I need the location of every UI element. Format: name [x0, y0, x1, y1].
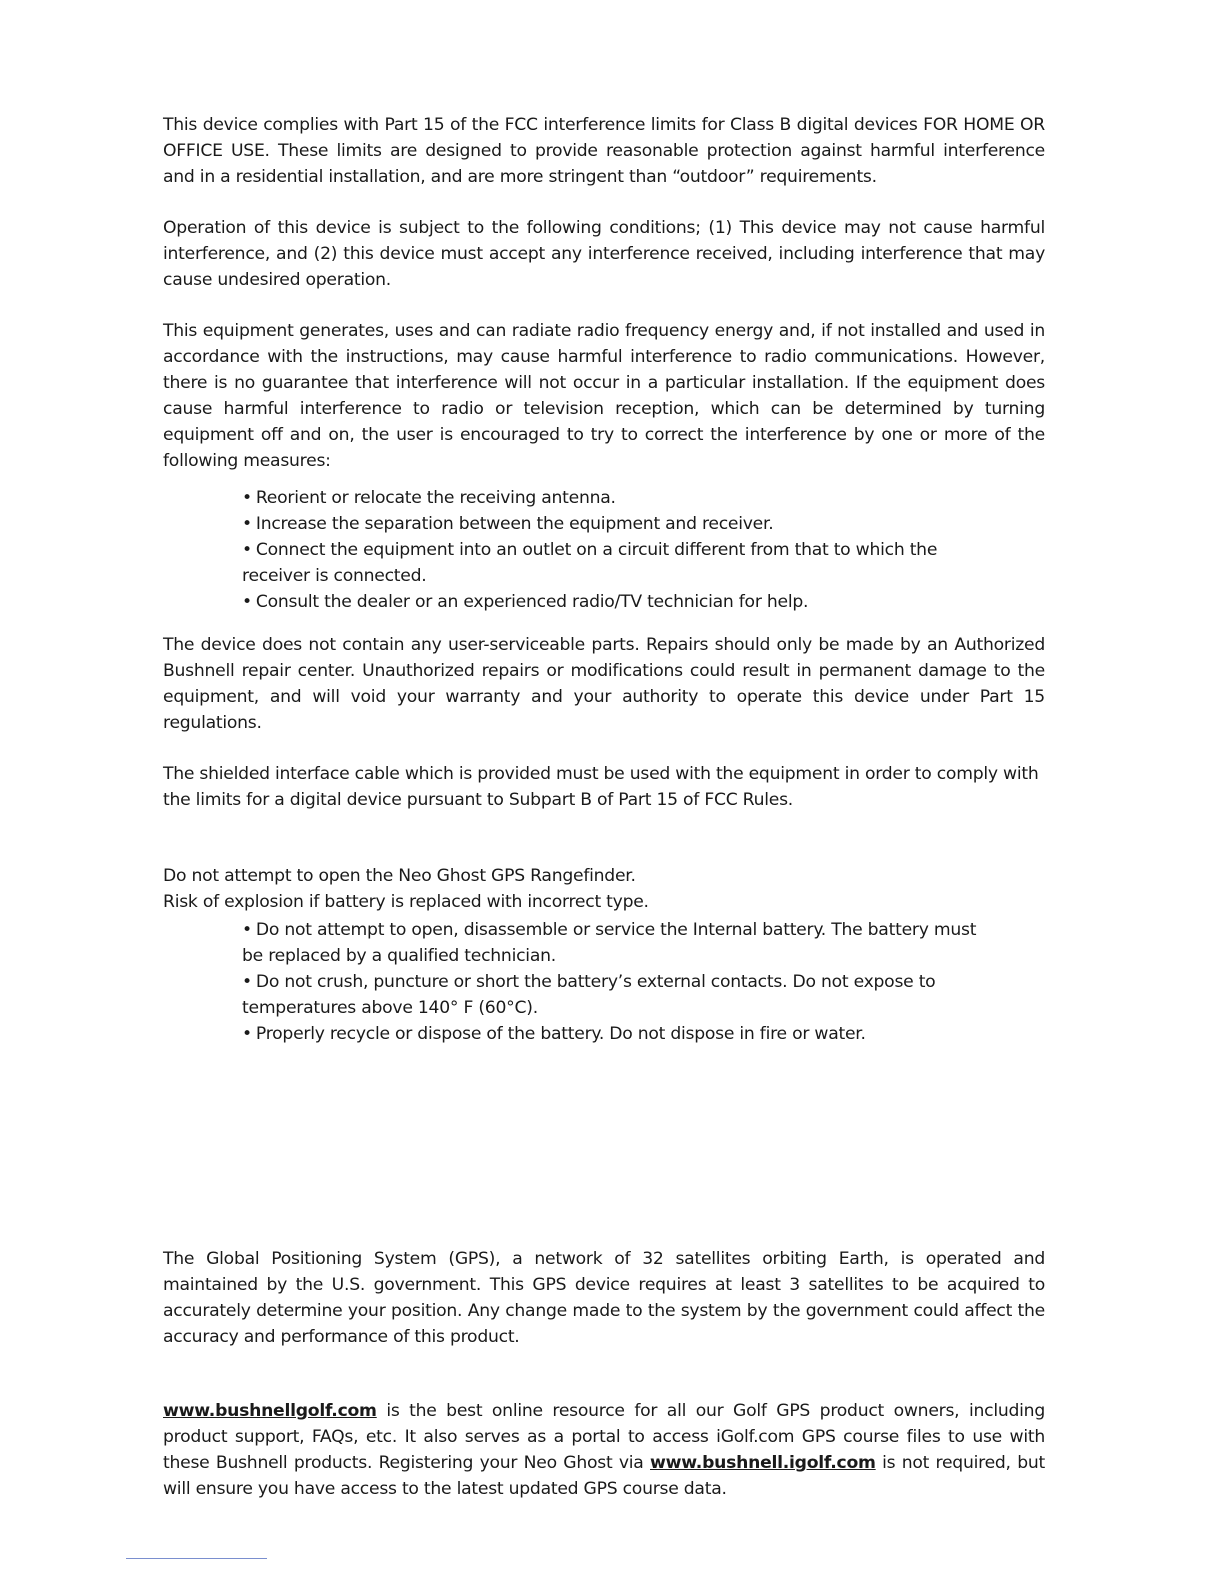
list-item: • Do not attempt to open, disassemble or service the Internal battery. The battery must be replaced by a qualified technician.	[242, 920, 977, 966]
fcc-cable-paragraph	[163, 761, 1045, 813]
list-item: • Connect the equipment into an outlet on a circuit different from that to which the receiver is connected.	[242, 540, 938, 586]
footer-divider	[126, 1558, 267, 1559]
list-item: • Properly recycle or dispose of the battery. Do not dispose in fire or water.	[242, 1024, 866, 1044]
fcc-interference-paragraph	[163, 318, 1045, 474]
list-item: • Reorient or relocate the receiving antenna.	[242, 488, 616, 508]
battery-line-1: Do not attempt to open the Neo Ghost GPS Rangefinder.	[163, 866, 636, 886]
fcc-paragraph-1: This device complies with Part 15 of the FCC interference limits for Class B digital devices FOR HOME OR OFFICE USE. These limits are designed to provide reasonable protection against harmful interference and in a residential installation, and are more stringent than “outdoor” requirements.	[163, 115, 1045, 187]
fcc-paragraph-5: The shielded interface cable which is provided must be used with the equipment in order to comply with the limits for a digital device pursuant to Subpart B of Part 15 of FCC Rules.	[163, 764, 1039, 810]
battery-warning	[163, 863, 1045, 915]
fcc-measures-list	[242, 485, 982, 615]
bushnell-igolf-link[interactable]: www.bushnell.igolf.com	[650, 1453, 876, 1473]
list-item: • Increase the separation between the equipment and receiver.	[242, 514, 774, 534]
gps-paragraph-1: The Global Positioning System (GPS), a network of 32 satellites orbiting Earth, is operated and maintained by the U.S. government. This GPS device requires at least 3 satellites to be acquired to accurately determine your position. Any change made to the system by the government could affect the accuracy and performance of this product.	[163, 1249, 1045, 1347]
fcc-paragraph-3: This equipment generates, uses and can radiate radio frequency energy and, if not installed and used in accordance with the instructions, may cause harmful interference to radio communications. However, there is no guarantee that interference will not occur in a particular installation. If the equipment does cause harmful interference to radio or television reception, which can be determined by turning equipment off and on, the user is encouraged to try to correct the interference by one or more of the following measures:	[163, 321, 1045, 471]
fcc-compliance-paragraph	[163, 112, 1045, 190]
fcc-paragraph-2: Operation of this device is subject to the following conditions; (1) This device may not cause harmful interference, and (2) this device must accept any interference received, including interference that may cause undesired operation.	[163, 218, 1045, 290]
battery-line-2: Risk of explosion if battery is replaced with incorrect type.	[163, 892, 649, 912]
website-paragraph	[163, 1398, 1045, 1502]
bushnellgolf-link[interactable]: www.bushnellgolf.com	[163, 1401, 377, 1421]
fcc-conditions-paragraph	[163, 215, 1045, 293]
battery-warnings-list	[242, 917, 982, 1047]
gps-paragraph	[163, 1246, 1045, 1350]
list-item: • Consult the dealer or an experienced radio/TV technician for help.	[242, 592, 809, 612]
fcc-paragraph-4: The device does not contain any user-serviceable parts. Repairs should only be made by an Authorized Bushnell repair center. Unauthorized repairs or modifications could result in permanent damage to the equipment, and will void your warranty and your authority to operate this device under Part 15 regulations.	[163, 635, 1045, 733]
list-item: • Do not crush, puncture or short the battery’s external contacts. Do not expose to temperatures above 140° F (60°C).	[242, 972, 936, 1018]
fcc-repairs-paragraph	[163, 632, 1045, 736]
website-paragraph-text: www.bushnellgolf.com is the best online resource for all our Golf GPS product owners, including product support, FAQs, etc. It also serves as a portal to access iGolf.com GPS course files to use with these Bushnell products. Registering your Neo Ghost via www.bushnell.igolf.com is not required, but will ensure you have access to the latest updated GPS course data.	[163, 1401, 1045, 1499]
